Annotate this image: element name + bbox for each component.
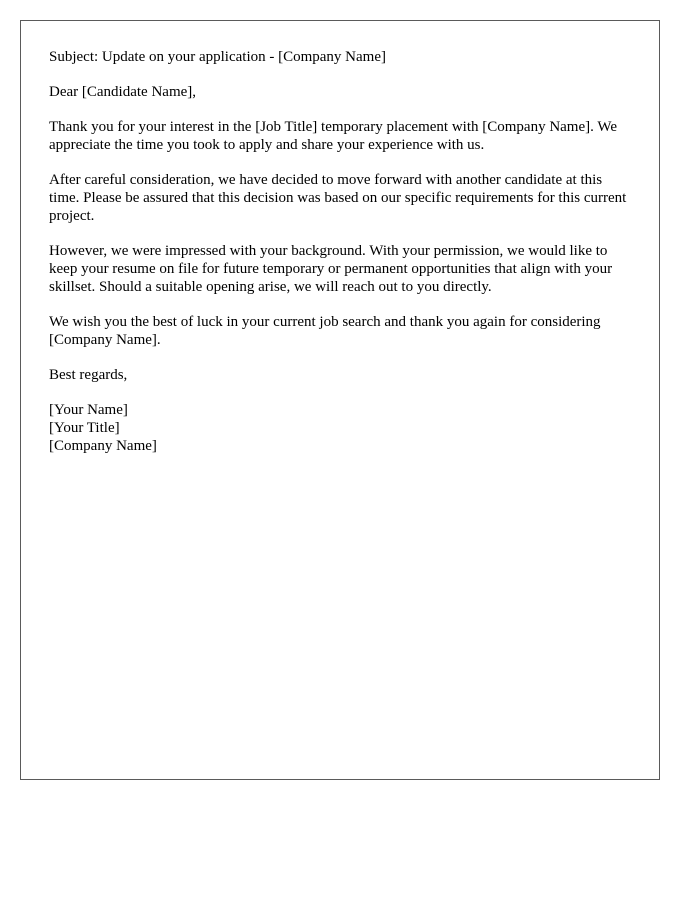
letter-container — [20, 20, 660, 780]
signature-block — [49, 401, 631, 455]
signature-name: [Your Name] — [49, 402, 128, 418]
letter-paragraph-resume-on-file: However, we were impressed with your background. With your permission, we would like to keep your resume on file for future temporary or permanent opportunities that align with your skillset. Should a suitable opening arise, we will reach out to you directly. — [49, 243, 613, 295]
signature-company: [Company Name] — [49, 438, 157, 454]
letter-subject: Subject: Update on your application - [Company Name] — [49, 49, 386, 65]
letter-greeting: Dear [Candidate Name], — [49, 84, 197, 100]
letter-paragraph-decision: After careful consideration, we have decided to move forward with another candidate at this time. Please be assured that this decision was based on our specific requirements for this current project. — [49, 172, 627, 224]
letter-paragraph-intro: Thank you for your interest in the [Job Title] temporary placement with [Company Name]. We appreciate the time you took to apply and share your experience with us. — [49, 119, 617, 153]
letter-closing: Best regards, — [49, 367, 128, 383]
signature-title: [Your Title] — [49, 420, 120, 436]
letter-paragraph-well-wishes: We wish you the best of luck in your current job search and thank you again for considering [Company Name]. — [49, 314, 601, 348]
